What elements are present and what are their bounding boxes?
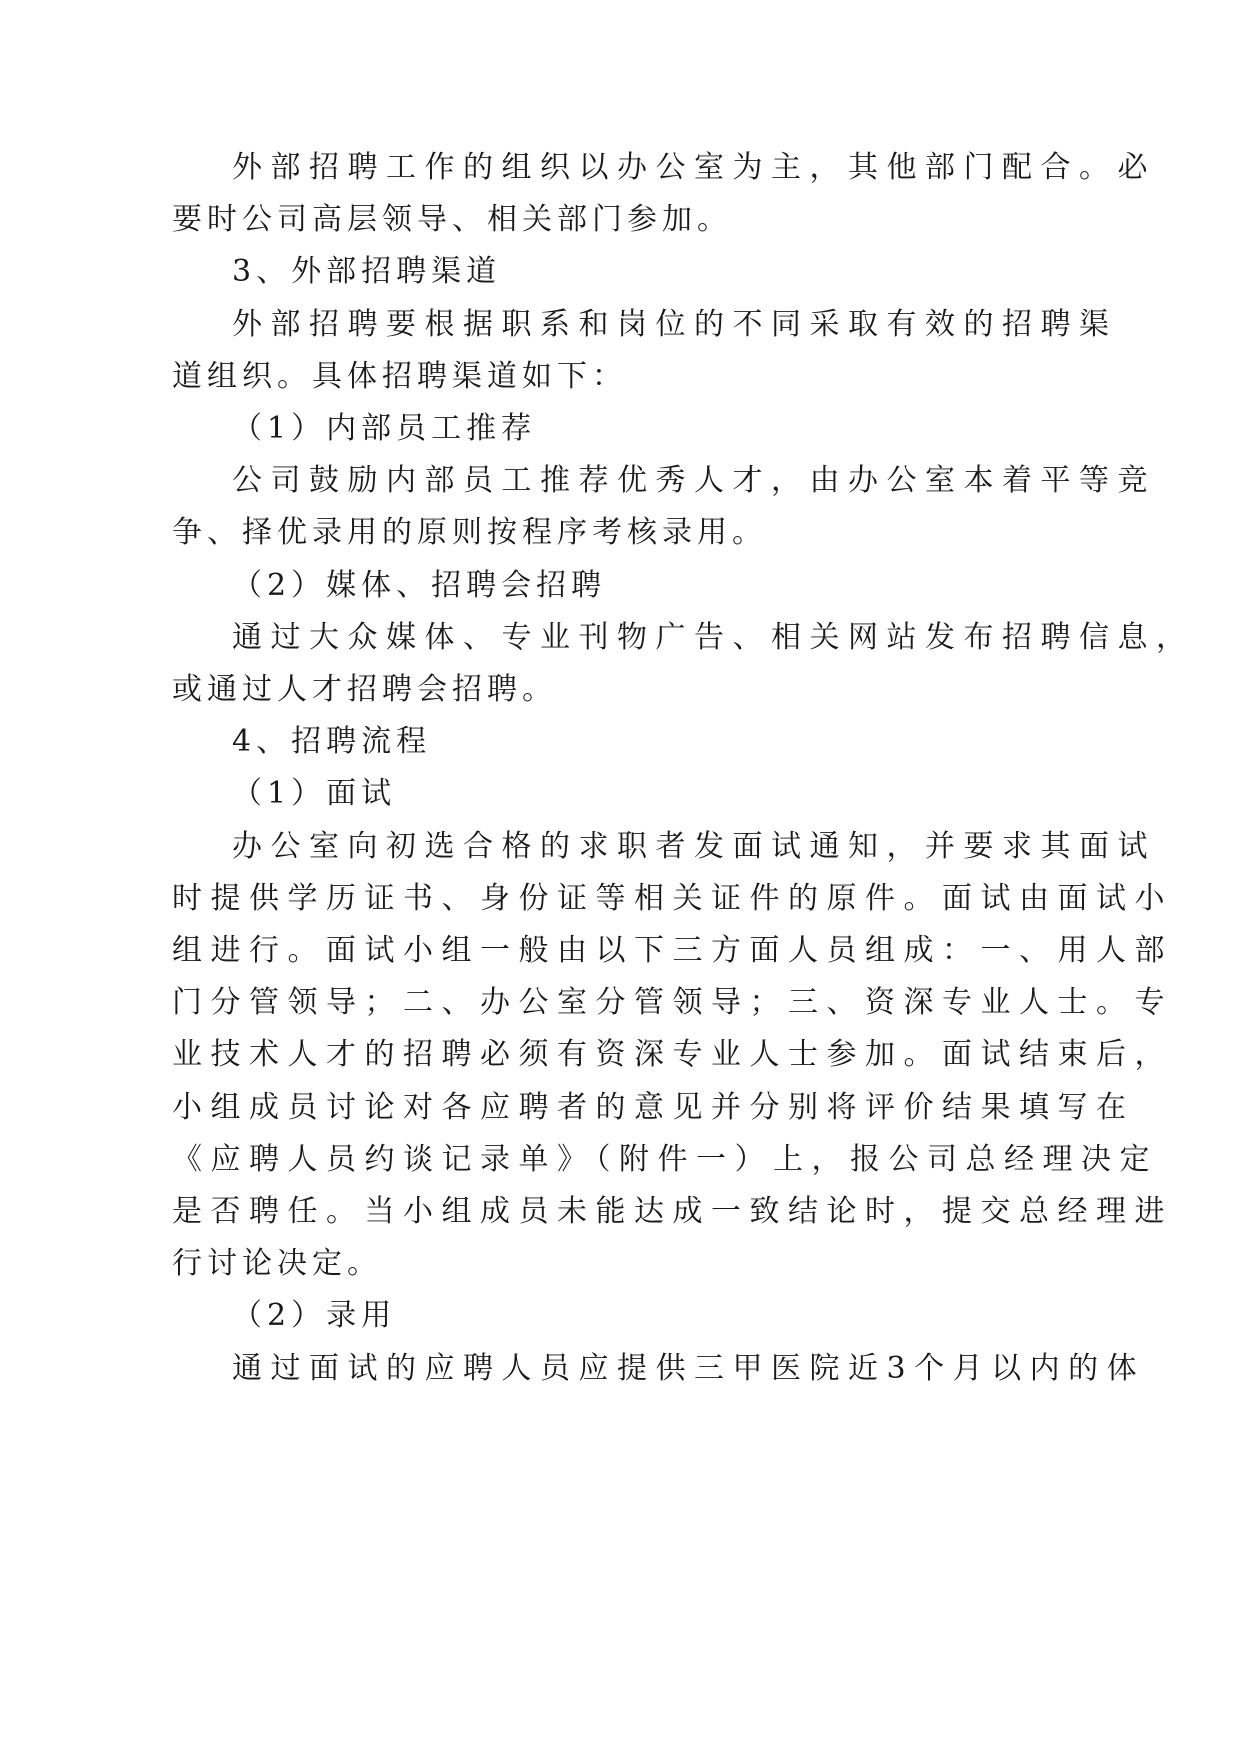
- paragraph-line: 公司鼓励内部员工推荐优秀人才，由办公室本着平等竞: [232, 463, 1156, 498]
- paragraph-line: 组进行。面试小组一般由以下三方面人员组成：一、用人部: [172, 933, 1173, 968]
- paragraph-line: 业技术人才的招聘必须有资深专业人士参加。面试结束后，: [172, 1037, 1173, 1072]
- subsection-heading: （1）面试: [232, 776, 397, 811]
- paragraph-line: 小组成员讨论对各应聘者的意见并分别将评价结果填写在: [172, 1090, 1135, 1125]
- subsection-heading: （2）录用: [232, 1298, 397, 1333]
- paragraph-line: 通过大众媒体、专业刊物广告、相关网站发布招聘信息，: [232, 620, 1195, 655]
- paragraph-line: 行讨论决定。: [172, 1246, 382, 1281]
- paragraph-line: 时提供学历证书、身份证等相关证件的原件。面试由面试小: [172, 881, 1173, 916]
- subsection-heading: （1）内部员工推荐: [232, 411, 537, 446]
- paragraph-line: 办公室向初选合格的求职者发面试通知，并要求其面试: [232, 829, 1156, 864]
- paragraph-line: 《应聘人员约谈记录单》（附件一）上，报公司总经理决定: [172, 1142, 1158, 1177]
- paragraph-line: 是否聘任。当小组成员未能达成一致结论时，提交总经理进: [172, 1194, 1173, 1229]
- paragraph-line: 争、择优录用的原则按程序考核录用。: [172, 515, 767, 550]
- paragraph-line: 通过面试的应聘人员应提供三甲医院近3个月以内的体: [232, 1351, 1146, 1386]
- subsection-heading: （2）媒体、招聘会招聘: [232, 568, 607, 603]
- paragraph-line: 要时公司高层领导、相关部门参加。: [172, 202, 732, 237]
- paragraph-line: 道组织。具体招聘渠道如下：: [172, 359, 627, 394]
- paragraph-line: 或通过人才招聘会招聘。: [172, 672, 557, 707]
- section-heading: 4、招聘流程: [232, 724, 432, 759]
- paragraph-line: 外部招聘要根据职系和岗位的不同采取有效的招聘渠: [232, 307, 1118, 342]
- paragraph-line: 门分管领导；二、办公室分管领导；三、资深专业人士。专: [172, 985, 1173, 1020]
- paragraph-line: 外部招聘工作的组织以办公室为主，其他部门配合。必: [232, 150, 1156, 185]
- section-heading: 3、外部招聘渠道: [232, 254, 502, 289]
